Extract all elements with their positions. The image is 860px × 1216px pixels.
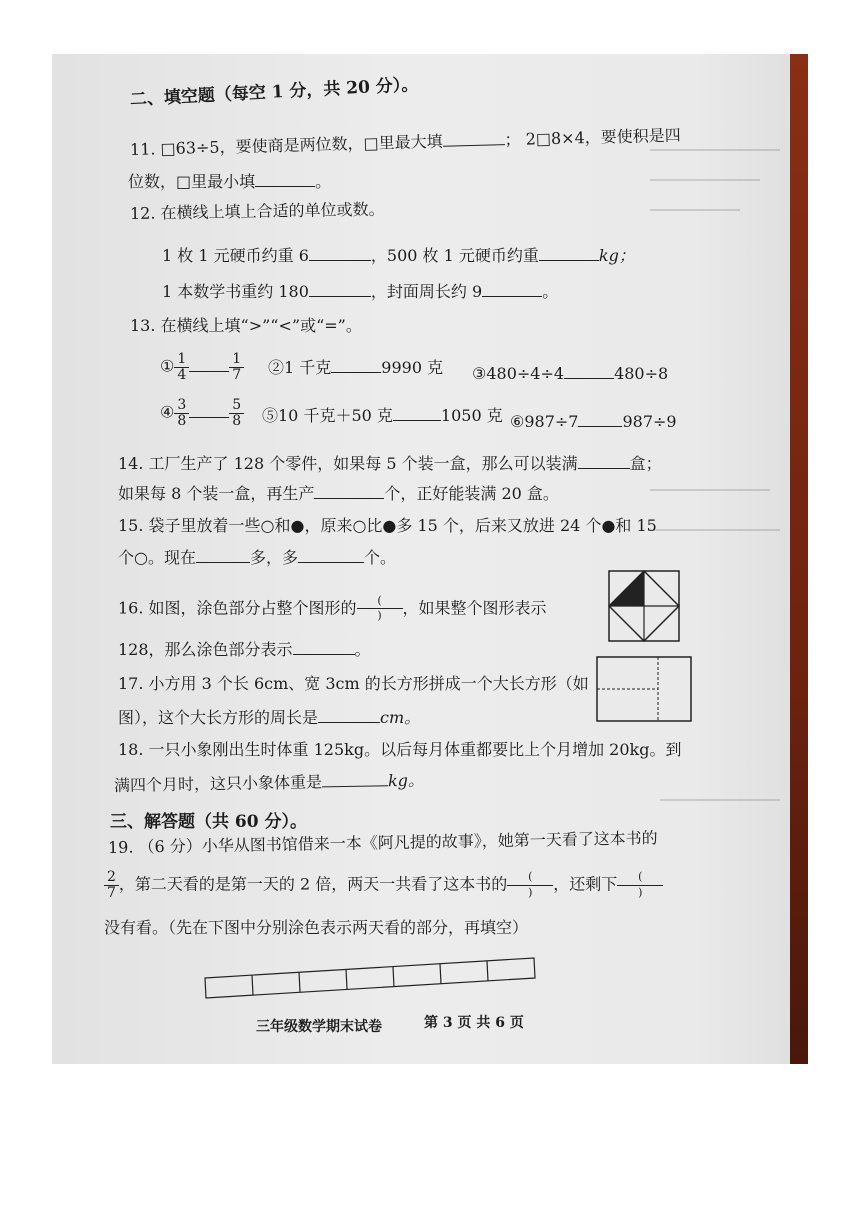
q13-item-5 xyxy=(262,406,503,424)
fraction-5-8 xyxy=(229,398,244,428)
q11-text-a: 11. □63÷5，要使商是两位数，□里最大填 xyxy=(129,131,443,159)
footer-page-number: 第 3 页 共 6 页 xyxy=(424,1015,524,1031)
frac-num: 3 xyxy=(174,398,189,414)
seven-part-strip[interactable] xyxy=(204,956,538,1000)
q13-blank-4[interactable] xyxy=(189,403,229,418)
q12-text-2c: 。 xyxy=(542,282,559,301)
q18-text-b: 满四个月时，这只小象体重是 xyxy=(113,772,323,795)
q13-blank-2[interactable] xyxy=(331,358,381,373)
q15-text-d: 个。 xyxy=(363,548,396,567)
q13-right-6: 987÷9 xyxy=(622,412,677,431)
q11-text-c: 位数，□里最小填 xyxy=(128,172,256,191)
question-18-line1: 18. 一只小象刚出生时体重 125kg。以后每月体重都要比上个月增加 20kg。到 xyxy=(118,740,682,759)
frac-den: ) xyxy=(528,885,533,899)
q12-text-2a: 1 本数学书重约 180 xyxy=(162,282,309,301)
q15-text-b: 个○。现在 xyxy=(118,548,196,567)
q15-blank-1[interactable] xyxy=(196,548,250,563)
frac-num: 2 xyxy=(104,870,119,886)
frac-num: ( xyxy=(507,870,553,885)
q16-text-c: 128，那么涂色部分表示 xyxy=(118,640,293,659)
question-19-line1: 19. （6 分）小华从图书馆借来一本《阿凡提的故事》，她第一天看了这本书的 xyxy=(107,828,658,857)
q13-label-4: ④ xyxy=(160,402,175,422)
q11-text-d: 。 xyxy=(315,172,332,191)
fraction-1-4 xyxy=(174,352,189,382)
frac-num: 1 xyxy=(229,352,244,368)
fraction-1-7 xyxy=(229,352,244,382)
q13-blank-6[interactable] xyxy=(578,412,622,427)
question-14-line1 xyxy=(118,454,662,472)
q13-label-1: ① xyxy=(160,356,175,376)
q11-blank-2[interactable] xyxy=(255,172,315,187)
footer-exam-title: 三年级数学期末试卷 xyxy=(256,1019,382,1035)
fraction-3-8 xyxy=(174,398,189,428)
q13-item-1 xyxy=(160,352,244,382)
question-19-line2 xyxy=(104,870,663,900)
shaded-square-figure xyxy=(608,570,680,642)
frac-num: 1 xyxy=(174,352,189,368)
q17-text-c: cm。 xyxy=(380,708,421,727)
q13-blank-1[interactable] xyxy=(189,357,229,372)
q19-answer-fraction-1[interactable] xyxy=(507,870,553,900)
frac-den: 4 xyxy=(177,366,187,383)
frac-num: ( xyxy=(617,870,663,885)
q12-text-1c: kg； xyxy=(598,246,635,265)
question-13-title: 13. 在横线上填“>”“<”或“=”。 xyxy=(130,316,362,335)
question-12-line1 xyxy=(162,246,635,264)
rectangle-figure xyxy=(596,656,692,722)
q16-text-b: ，如果整个图形表示 xyxy=(402,598,547,618)
q12-text-1a: 1 枚 1 元硬币约重 6 xyxy=(162,246,309,265)
show-through-text xyxy=(640,70,790,850)
q16-text-d: 。 xyxy=(354,640,371,659)
q13-right-3: 480÷8 xyxy=(614,364,669,383)
q12-blank-4[interactable] xyxy=(482,282,542,297)
q13-label-5: ⑤10 千克＋50 克 xyxy=(262,406,393,425)
q19-text-b: ，第二天看的是第一天的 2 倍，两天一共看了这本书的 xyxy=(118,874,508,894)
question-11-line2 xyxy=(128,172,331,190)
frac-num: 5 xyxy=(229,398,244,414)
q14-text-d: 个，正好能装满 20 盒。 xyxy=(384,484,559,503)
frac-den: 8 xyxy=(232,412,242,429)
question-16-line1 xyxy=(118,594,547,624)
section-3-title: 三、解答题（共 60 分）。 xyxy=(110,812,307,832)
q12-text-2b: ，封面周长约 9 xyxy=(370,282,483,301)
frac-den: 7 xyxy=(107,884,116,901)
q12-blank-1[interactable] xyxy=(309,246,371,261)
q18-blank[interactable] xyxy=(322,771,388,787)
question-15-line1: 15. 袋子里放着一些○和●，原来○比●多 15 个，后来又放进 24 个●和 15 xyxy=(118,516,657,535)
q18-text-c: kg。 xyxy=(387,770,425,791)
q13-blank-3[interactable] xyxy=(564,364,614,379)
q13-right-5: 1050 克 xyxy=(440,406,503,425)
frac-den: ) xyxy=(638,885,643,899)
q13-item-3 xyxy=(472,364,668,382)
frac-den: ) xyxy=(377,609,382,623)
q14-blank-1[interactable] xyxy=(578,454,630,469)
frac-den: 8 xyxy=(177,412,187,429)
question-12-title: 12. 在横线上填上合适的单位或数。 xyxy=(129,199,385,223)
q14-text-b: 盒； xyxy=(629,454,662,473)
q13-item-6 xyxy=(510,412,677,430)
q14-text-c: 如果每 8 个装一盒，再生产 xyxy=(118,484,315,503)
q13-item-2 xyxy=(268,358,443,376)
frac-den: 7 xyxy=(232,366,242,383)
question-15-line2 xyxy=(118,548,396,566)
q11-blank-1[interactable] xyxy=(442,130,504,147)
section-2-title: 二、填空题（每空 1 分，共 20 分）。 xyxy=(129,74,419,110)
q13-label-2: ②1 千克 xyxy=(268,358,332,377)
q13-item-4 xyxy=(160,398,244,428)
question-19-line3: 没有看。（先在下图中分别涂色表示两天看的部分，再填空） xyxy=(104,918,529,937)
question-16-line2 xyxy=(118,640,371,658)
q11-text-b: ； 2□8×4，要使积是四 xyxy=(504,125,681,150)
q15-blank-2[interactable] xyxy=(298,548,364,563)
q19-text-c: ，还剩下 xyxy=(553,874,618,894)
question-14-line2 xyxy=(118,484,559,502)
q12-blank-3[interactable] xyxy=(309,282,371,297)
q14-text-a: 14. 工厂生产了 128 个零件，如果每 5 个装一盒，那么可以装满 xyxy=(118,454,578,473)
frac-num: ( xyxy=(357,594,403,609)
question-17-line2 xyxy=(118,708,420,726)
q16-answer-fraction[interactable] xyxy=(357,594,403,624)
question-12-line2 xyxy=(162,282,558,300)
q13-label-3: ③480÷4÷4 xyxy=(472,364,565,383)
q15-text-c: 多，多 xyxy=(249,548,298,567)
desk-edge xyxy=(790,54,808,1064)
q13-blank-5[interactable] xyxy=(393,406,441,421)
q17-text-b: 图），这个大长方形的周长是 xyxy=(118,708,319,727)
question-17-line1: 17. 小方用 3 个长 6cm、宽 3cm 的长方形拼成一个大长方形（如 xyxy=(118,674,589,693)
q12-text-1b: ，500 枚 1 元硬币约重 xyxy=(370,246,539,265)
q16-text-a: 16. 如图，涂色部分占整个图形的 xyxy=(118,598,357,618)
q12-blank-2[interactable] xyxy=(539,246,599,261)
q17-blank[interactable] xyxy=(318,708,380,723)
fraction-2-7 xyxy=(104,870,119,900)
q13-right-2: 9990 克 xyxy=(381,358,444,377)
q14-blank-2[interactable] xyxy=(314,484,384,499)
q19-answer-fraction-2[interactable] xyxy=(617,870,663,900)
q16-blank[interactable] xyxy=(293,640,355,655)
q13-label-6: ⑥987÷7 xyxy=(510,412,579,431)
